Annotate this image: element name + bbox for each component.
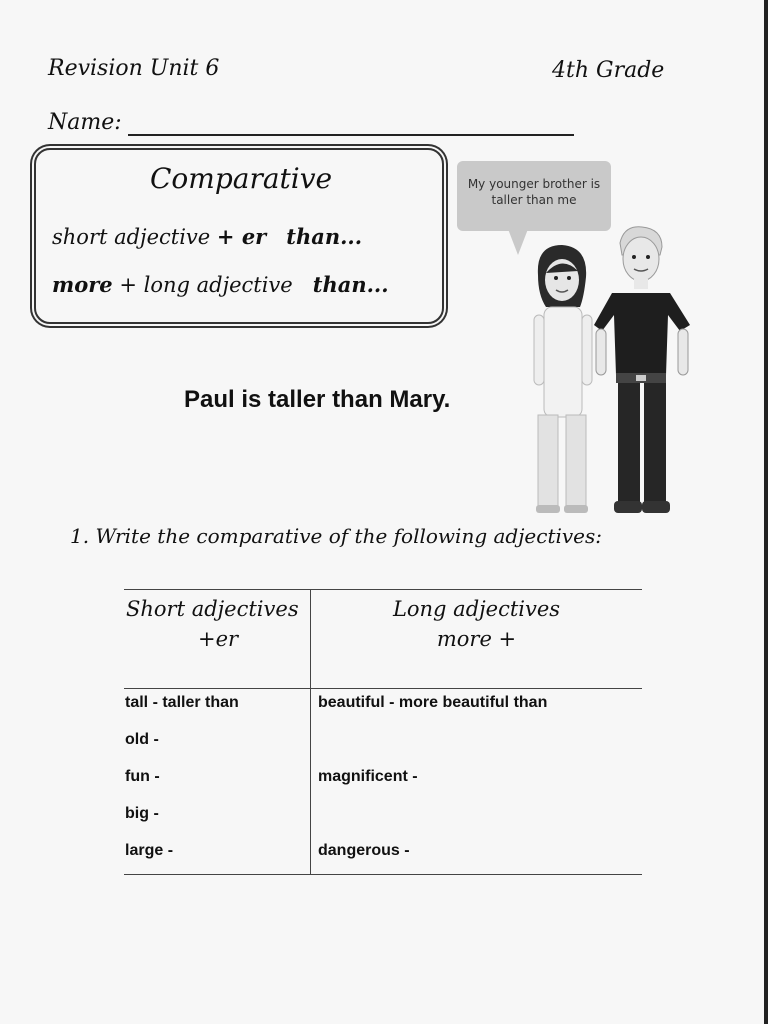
page-edge — [764, 0, 768, 1024]
name-label: Name: — [48, 110, 122, 135]
header-long-title: Long adjectives — [392, 597, 561, 621]
rule2-than: than... — [312, 272, 389, 297]
rule1-than: than... — [286, 224, 363, 249]
long-cell[interactable]: magnificent - — [318, 768, 418, 785]
short-cell[interactable]: large - — [125, 842, 174, 859]
rule-short-adjective — [52, 224, 362, 249]
rule1-text: short adjective — [52, 225, 211, 249]
long-cell[interactable] — [311, 730, 642, 767]
table-row — [124, 689, 642, 731]
boy-and-girl-illustration — [520, 225, 700, 525]
table-row — [124, 730, 642, 767]
short-cell[interactable]: fun - — [125, 768, 160, 785]
table-row — [124, 841, 642, 875]
girl-figure — [534, 245, 592, 513]
grade-label: 4th Grade — [552, 58, 665, 83]
rule-long-adjective — [52, 272, 389, 297]
header-short-rule: +er — [197, 627, 239, 651]
header-short-adjectives — [124, 590, 311, 689]
short-cell[interactable]: big - — [125, 805, 159, 822]
rule2-more: more — [52, 272, 113, 297]
rule1-er: + er — [216, 224, 267, 249]
worksheet-title: Revision Unit 6 — [48, 56, 220, 81]
adjectives-table — [124, 589, 642, 875]
boy-figure — [594, 227, 690, 513]
short-cell[interactable]: tall - taller than — [125, 694, 239, 711]
table-row — [124, 804, 642, 841]
exercise-instruction: 1. Write the comparative of the following adjectives: — [70, 524, 603, 548]
rule2-text: + long adjective — [119, 273, 293, 297]
table-header-row — [124, 590, 642, 689]
name-field[interactable] — [128, 134, 574, 136]
header-long-rule: more + — [436, 627, 517, 651]
long-cell[interactable]: beautiful - more beautiful than — [318, 694, 548, 711]
rule-box-title: Comparative — [150, 162, 333, 195]
header-long-adjectives — [311, 590, 643, 689]
short-cell[interactable]: old - — [125, 731, 159, 748]
speech-bubble-text: My younger brother is taller than me — [467, 177, 601, 207]
long-cell[interactable]: dangerous - — [318, 842, 410, 859]
example-sentence: Paul is taller than Mary. — [184, 386, 451, 413]
table-row — [124, 767, 642, 804]
long-cell[interactable] — [311, 804, 642, 841]
header-short-title: Short adjectives — [126, 597, 299, 621]
